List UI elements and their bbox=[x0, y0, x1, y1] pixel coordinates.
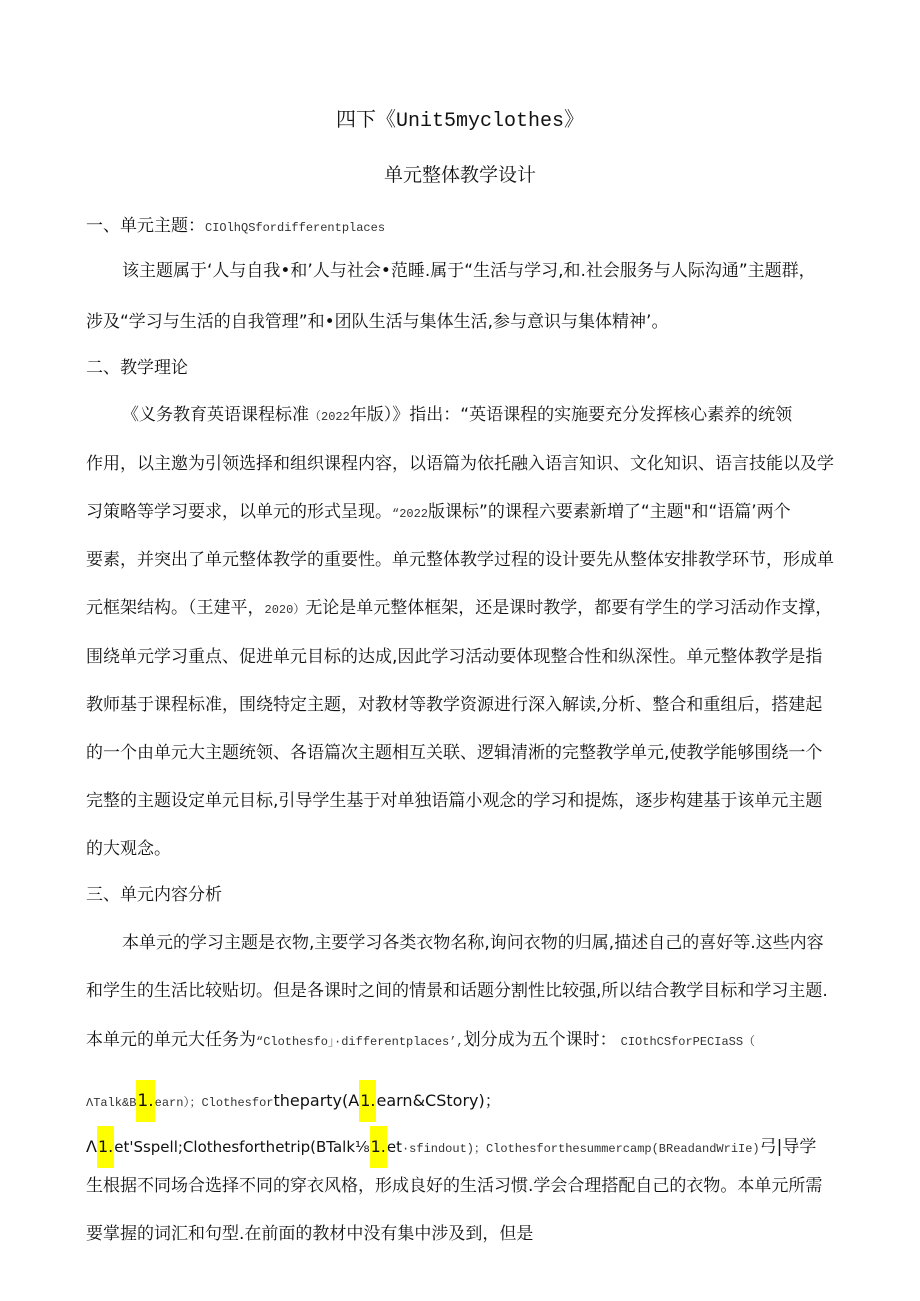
title-suffix: 》 bbox=[564, 107, 585, 131]
section3-line4-part1: ΛTalk&B bbox=[86, 1096, 137, 1110]
section2-line9: 完整的主题设定单元目标,引导学生基于对单独语篇小观念的学习和提炼，逐步构建基于该单元主题 bbox=[86, 791, 823, 811]
section3-line6: 生根据不同场合选择不同的穿衣风格，形成良好的生活习惯.学会合理搭配自己的衣物。本单元所需 bbox=[86, 1176, 823, 1196]
section3-line4-part3: theparty(A bbox=[273, 1091, 360, 1110]
section3-line3-part1: 本单元的单元大任务为 bbox=[86, 1030, 256, 1050]
section2-line7: 教师基于课程标准，围绕特定主题，对教材等教学资源进行深入解读,分析、整合和重组后，搭建起 bbox=[86, 695, 823, 715]
section2-line6: 围绕单元学习重点、促进单元目标的达成,因此学习活动要体现整合性和纵深性。单元整体教学是指 bbox=[86, 647, 823, 667]
section3-line4 bbox=[86, 1080, 501, 1122]
section2-line5-part1: 元框架结构。（王建平， bbox=[86, 598, 265, 618]
section3-line3-lesson1: CIOthCSforPECIaSS（ bbox=[620, 1035, 756, 1049]
section3-line3 bbox=[86, 1029, 755, 1053]
section2-line4: 要素，并突出了单元整体教学的重要性。单元整体教学过程的设计要先从整体安排教学环节，形成单 bbox=[86, 550, 834, 570]
highlight-mark: 1. bbox=[136, 1080, 154, 1122]
section2-heading: 二、教学理论 bbox=[86, 358, 188, 378]
section2-line3 bbox=[86, 501, 791, 525]
section2-line3-year: “2022 bbox=[392, 507, 429, 521]
section2-line1-part2: 年版）》指出：“英语课程的实施要充分发挥核心素养的统领 bbox=[349, 405, 793, 425]
section1-paragraph-line1: 该主题属于‘人与自我•和’人与社会•范睡.属于“生活与学习,和.社会服务与人际沟通”主题群， bbox=[122, 261, 816, 281]
section2-line5 bbox=[86, 597, 832, 621]
section1-paragraph-line2: 涉及“学习与生活的自我管理”和•团队生活与集体生活,参与意识与集体精神’。 bbox=[86, 312, 669, 332]
title-prefix: 四下《 bbox=[335, 107, 396, 131]
section3-line5-part3: et bbox=[386, 1138, 402, 1156]
document-subtitle: 单元整体教学设计 bbox=[383, 164, 536, 186]
section3-line4-part4: earn&CStory)； bbox=[376, 1091, 501, 1110]
document-title bbox=[0, 103, 920, 133]
section2-line1-part1: 《义务教育英语课程标准 bbox=[122, 405, 309, 425]
section3-line2: 和学生的生活比较贴切。但是各课时之间的情景和话题分割性比较强,所以结合教学目标和学习主题. bbox=[86, 981, 828, 1001]
section2-line1 bbox=[122, 404, 792, 428]
highlight-mark: 1. bbox=[359, 1080, 376, 1122]
highlight-mark: 1. bbox=[370, 1126, 387, 1168]
section2-line3-part1: 习策略等学习要求，以单元的形式呈现。 bbox=[86, 502, 392, 522]
section2-line5-year: 2020） bbox=[264, 603, 306, 617]
section3-line5-part5: 弓|导学 bbox=[759, 1137, 817, 1157]
section2-line3-part2: 版课标”的课程六要素新増了“主题"和“语篇’两个 bbox=[428, 502, 791, 522]
section3-heading: 三、单元内容分析 bbox=[86, 885, 222, 905]
section1-theme: CIOlhQSfordifferentplaces bbox=[205, 221, 386, 235]
section1-heading: 一、单元主题： bbox=[86, 216, 205, 236]
section3-line3-part2: 划分成为五个课时： bbox=[463, 1030, 617, 1050]
section2-line5-part2: 无论是单元整体框架，还是课时教学，都要有学生的学习活动作支撑， bbox=[305, 598, 833, 618]
section3-line7: 要掌握的词汇和句型.在前面的教材中没有集中涉及到，但是 bbox=[86, 1224, 534, 1244]
section2-line2: 作用，以主邀为引领选择和组织课程内容，以语篇为依托融入语言知识、文化知识、语言技能以及学 bbox=[86, 454, 834, 474]
highlight-mark: 1. bbox=[97, 1126, 114, 1168]
section1-heading-line bbox=[86, 215, 385, 239]
section3-line5-part1: Λ bbox=[86, 1137, 97, 1156]
section3-line5-part4: ·sfindout)；Clothesforthesummercamp(BReadandWriIe) bbox=[401, 1142, 760, 1156]
section3-line5 bbox=[86, 1126, 816, 1168]
section3-line4-part2: earn）；Clothesfor bbox=[154, 1096, 274, 1110]
section2-line1-year: （2022 bbox=[309, 410, 350, 424]
section3-line1: 本单元的学习主题是衣物,主要学习各类衣物名称,询问衣物的归属,描述自己的喜好等.这些内容 bbox=[122, 933, 824, 953]
section3-line5-part2: et'Sspell;Clothesforthetrip(BTalk⅛ bbox=[114, 1138, 370, 1156]
title-unit-name: Unit5myclothes bbox=[395, 110, 565, 133]
section3-line3-task: “Clothesfo」·differentplaces’, bbox=[256, 1035, 464, 1049]
section2-line10: 的大观念。 bbox=[86, 839, 171, 859]
section2-line8: 的一个由单元大主题统领、各语篇次主题相互关联、逻辑清淅的完整教学单元,使教学能够围绕一个 bbox=[86, 743, 823, 763]
